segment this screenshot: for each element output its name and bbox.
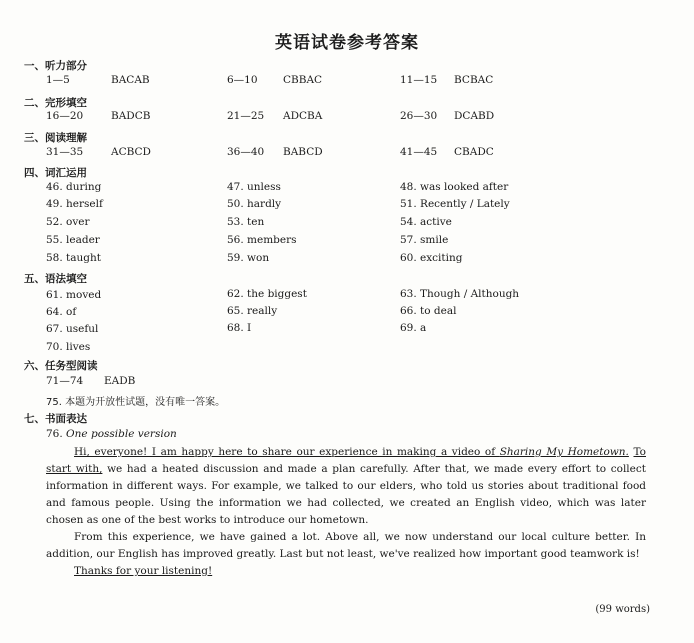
page-title: 英语试卷参考答案	[275, 33, 419, 53]
answer-value: EADB	[104, 375, 136, 387]
answer-range: 11—15	[400, 74, 438, 86]
answer-range: 21—25	[227, 110, 265, 122]
grammar-answer: 64. of	[46, 306, 77, 318]
grammar-answer: 63. Though / Although	[400, 288, 520, 300]
answer-value: CBBAC	[283, 74, 323, 86]
essay-number: 76.	[46, 428, 67, 440]
answer-value: ADCBA	[283, 110, 323, 122]
answer-value: BCBAC	[454, 74, 494, 86]
vocab-answer: 51. Recently / Lately	[400, 198, 510, 210]
grammar-answer: 61. moved	[46, 289, 102, 301]
answer-6-10	[227, 74, 322, 86]
grammar-answer: 67. useful	[46, 323, 99, 335]
answer-range: 6—10	[227, 74, 258, 86]
answer-1-5	[46, 74, 150, 86]
section-cloze-heading: 二、完形填空	[24, 97, 87, 109]
answer-31-35	[46, 146, 151, 158]
answer-range: 71—74	[46, 375, 84, 387]
vocab-answer: 60. exciting	[400, 252, 463, 264]
section-grammar-heading: 五、语法填空	[24, 273, 87, 285]
answer-75-note: 75. 本题为开放性试题，没有唯一答案。	[46, 397, 226, 408]
essay-paragraph-1	[46, 444, 646, 529]
vocab-answer: 55. leader	[46, 234, 100, 246]
essay-heading	[46, 428, 177, 440]
answer-value: DCABD	[454, 110, 495, 122]
vocab-answer: 57. smile	[400, 234, 449, 246]
answer-36-40	[227, 146, 323, 158]
answer-value: BABCD	[283, 146, 323, 158]
answer-value: ACBCD	[111, 146, 151, 158]
grammar-answer: 62. the biggest	[227, 288, 307, 300]
answer-11-15	[400, 74, 493, 86]
grammar-answer: 66. to deal	[400, 305, 457, 317]
essay-paragraph-1-body: we had a heated discussion and made a plan carefully. After that, we made every effort to collect information in different ways. For example, we talked to our elders, who told us stories about traditional food and famous people. Using the information we had collected, we created an English video, which was later chosen as one of the best works to introduce our hometown.	[46, 463, 646, 526]
answer-21-25	[227, 110, 322, 122]
answer-value: BADCB	[111, 110, 151, 122]
section-writing-heading: 七、书面表达	[24, 413, 87, 425]
vocab-answer: 50. hardly	[227, 198, 282, 210]
answer-value: CBADC	[454, 146, 494, 158]
vocab-answer: 58. taught	[46, 252, 101, 264]
grammar-answer: 69. a	[400, 322, 427, 334]
vocab-answer: 47. unless	[227, 181, 281, 193]
essay-video-title: Sharing My Hometown.	[499, 446, 629, 458]
vocab-answer: 54. active	[400, 216, 452, 228]
grammar-answer: 70. lives	[46, 341, 91, 353]
answer-26-30	[400, 110, 494, 122]
essay-paragraph-3	[46, 563, 646, 580]
answer-41-45	[400, 146, 494, 158]
vocab-answer: 49. herself	[46, 198, 103, 210]
vocab-answer: 59. won	[227, 252, 270, 264]
answer-range: 1—5	[46, 74, 70, 86]
vocab-answer: 46. during	[46, 181, 102, 193]
answer-71-74	[46, 375, 135, 387]
essay-paragraph-2: From this experience, we have gained a lot. Above all, we now understand our local culture better. In addition, our English has improved greatly. Last but not least, we've realized how important good teamwork is!	[46, 531, 646, 560]
section-vocabulary-heading: 四、词汇运用	[24, 167, 87, 179]
essay-heading-text: One possible version	[66, 428, 177, 440]
section-listening-heading: 一、听力部分	[24, 60, 87, 72]
vocab-answer: 53. ten	[227, 216, 265, 228]
section-task-reading-heading: 六、任务型阅读	[24, 360, 98, 372]
essay-transition: To start with,	[46, 446, 646, 475]
grammar-answer: 65. really	[227, 305, 278, 317]
essay-opening: Hi, everyone! I am happy here to share our experience in making a video of	[74, 446, 500, 458]
section-reading-heading: 三、阅读理解	[24, 132, 87, 144]
answer-range: 16—20	[46, 110, 84, 122]
word-count: (99 words)	[595, 604, 650, 615]
essay-closing: Thanks for your listening!	[74, 565, 213, 577]
vocab-answer: 52. over	[46, 216, 90, 228]
answer-range: 26—30	[400, 110, 438, 122]
answer-range: 36—40	[227, 146, 265, 158]
answer-range: 41—45	[400, 146, 438, 158]
vocab-answer: 48. was looked after	[400, 181, 509, 193]
answer-value: BACAB	[111, 74, 150, 86]
answer-16-20	[46, 110, 150, 122]
grammar-answer: 68. I	[227, 322, 252, 334]
vocab-answer: 56. members	[227, 234, 297, 246]
answer-range: 31—35	[46, 146, 84, 158]
essay-body	[46, 444, 646, 580]
